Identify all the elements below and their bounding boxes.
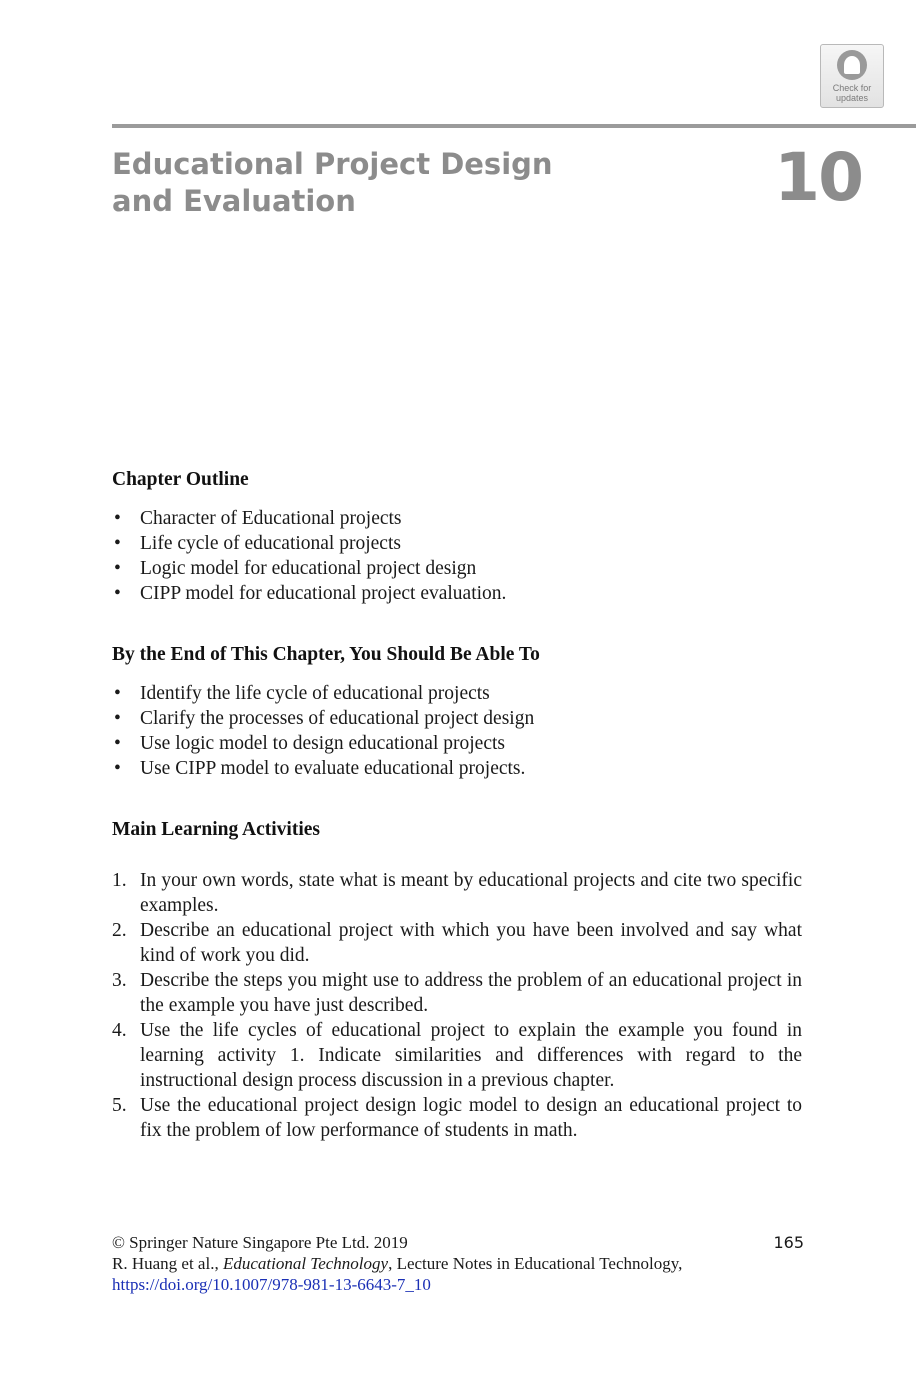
citation-series: , Lecture Notes in Educational Technology, — [388, 1254, 683, 1273]
citation-book-title: Educational Technology — [222, 1254, 389, 1273]
page-footer — [112, 1232, 804, 1295]
item-text: Describe an educational project with which you have been involved and say what kind of work you did. — [140, 920, 802, 966]
list-item: • CIPP model for educational project evaluation. — [112, 581, 506, 606]
list-item: • Clarify the processes of educational project design — [112, 706, 534, 731]
list-item — [112, 968, 802, 1018]
item-number: 5. — [112, 1095, 127, 1116]
activities-heading: Main Learning Activities — [112, 819, 320, 840]
citation-line — [112, 1253, 804, 1274]
chapter-title-line-2: and Evaluation — [112, 184, 356, 218]
list-item — [112, 868, 802, 918]
item-text: In your own words, state what is meant by educational projects and cite two specific examples. — [140, 870, 802, 916]
list-item: • Logic model for educational project design — [112, 556, 506, 581]
list-item: • Life cycle of educational projects — [112, 531, 506, 556]
outline-heading: Chapter Outline — [112, 469, 249, 490]
check-for-updates-badge[interactable] — [820, 44, 884, 108]
item-text: Use the educational project design logic model to design an educational project to fix the problem of low performance of students in math. — [140, 1095, 802, 1141]
badge-line-2: updates — [835, 93, 869, 103]
list-item — [112, 918, 802, 968]
item-number: 4. — [112, 1020, 127, 1041]
chapter-title-line-1: Educational Project Design — [112, 147, 553, 181]
chapter-rule — [112, 124, 916, 128]
list-item: • Use logic model to design educational projects — [112, 731, 534, 756]
item-text: Describe the steps you might use to address the problem of an educational project in the example you have just described. — [140, 970, 802, 1016]
list-item — [112, 1093, 802, 1143]
objectives-list — [112, 681, 534, 781]
copyright-line: © Springer Nature Singapore Pte Ltd. 2019 — [112, 1233, 408, 1252]
doi-link[interactable]: https://doi.org/10.1007/978-981-13-6643-7_10 — [112, 1275, 431, 1294]
chapter-title — [112, 146, 672, 220]
badge-line-1: Check for — [832, 83, 872, 93]
badge-text — [821, 83, 883, 103]
chapter-number: 10 — [774, 139, 862, 216]
item-number: 2. — [112, 920, 127, 941]
list-item: • Use CIPP model to evaluate educational projects. — [112, 756, 534, 781]
citation-authors: R. Huang et al., — [112, 1254, 223, 1273]
page-number: 165 — [773, 1233, 804, 1252]
check-for-updates-icon — [837, 50, 867, 80]
outline-list — [112, 506, 506, 606]
item-number: 1. — [112, 870, 127, 891]
list-item — [112, 1018, 802, 1093]
item-number: 3. — [112, 970, 127, 991]
list-item: • Identify the life cycle of educational projects — [112, 681, 534, 706]
item-text: Use the life cycles of educational project to explain the example you found in learning activity 1. Indicate similarities and differences with regard to the instructional design process discussion in a previous chapter. — [140, 1020, 802, 1091]
activities-list — [112, 868, 802, 1143]
objectives-heading: By the End of This Chapter, You Should Be Able To — [112, 644, 540, 665]
list-item: • Character of Educational projects — [112, 506, 506, 531]
